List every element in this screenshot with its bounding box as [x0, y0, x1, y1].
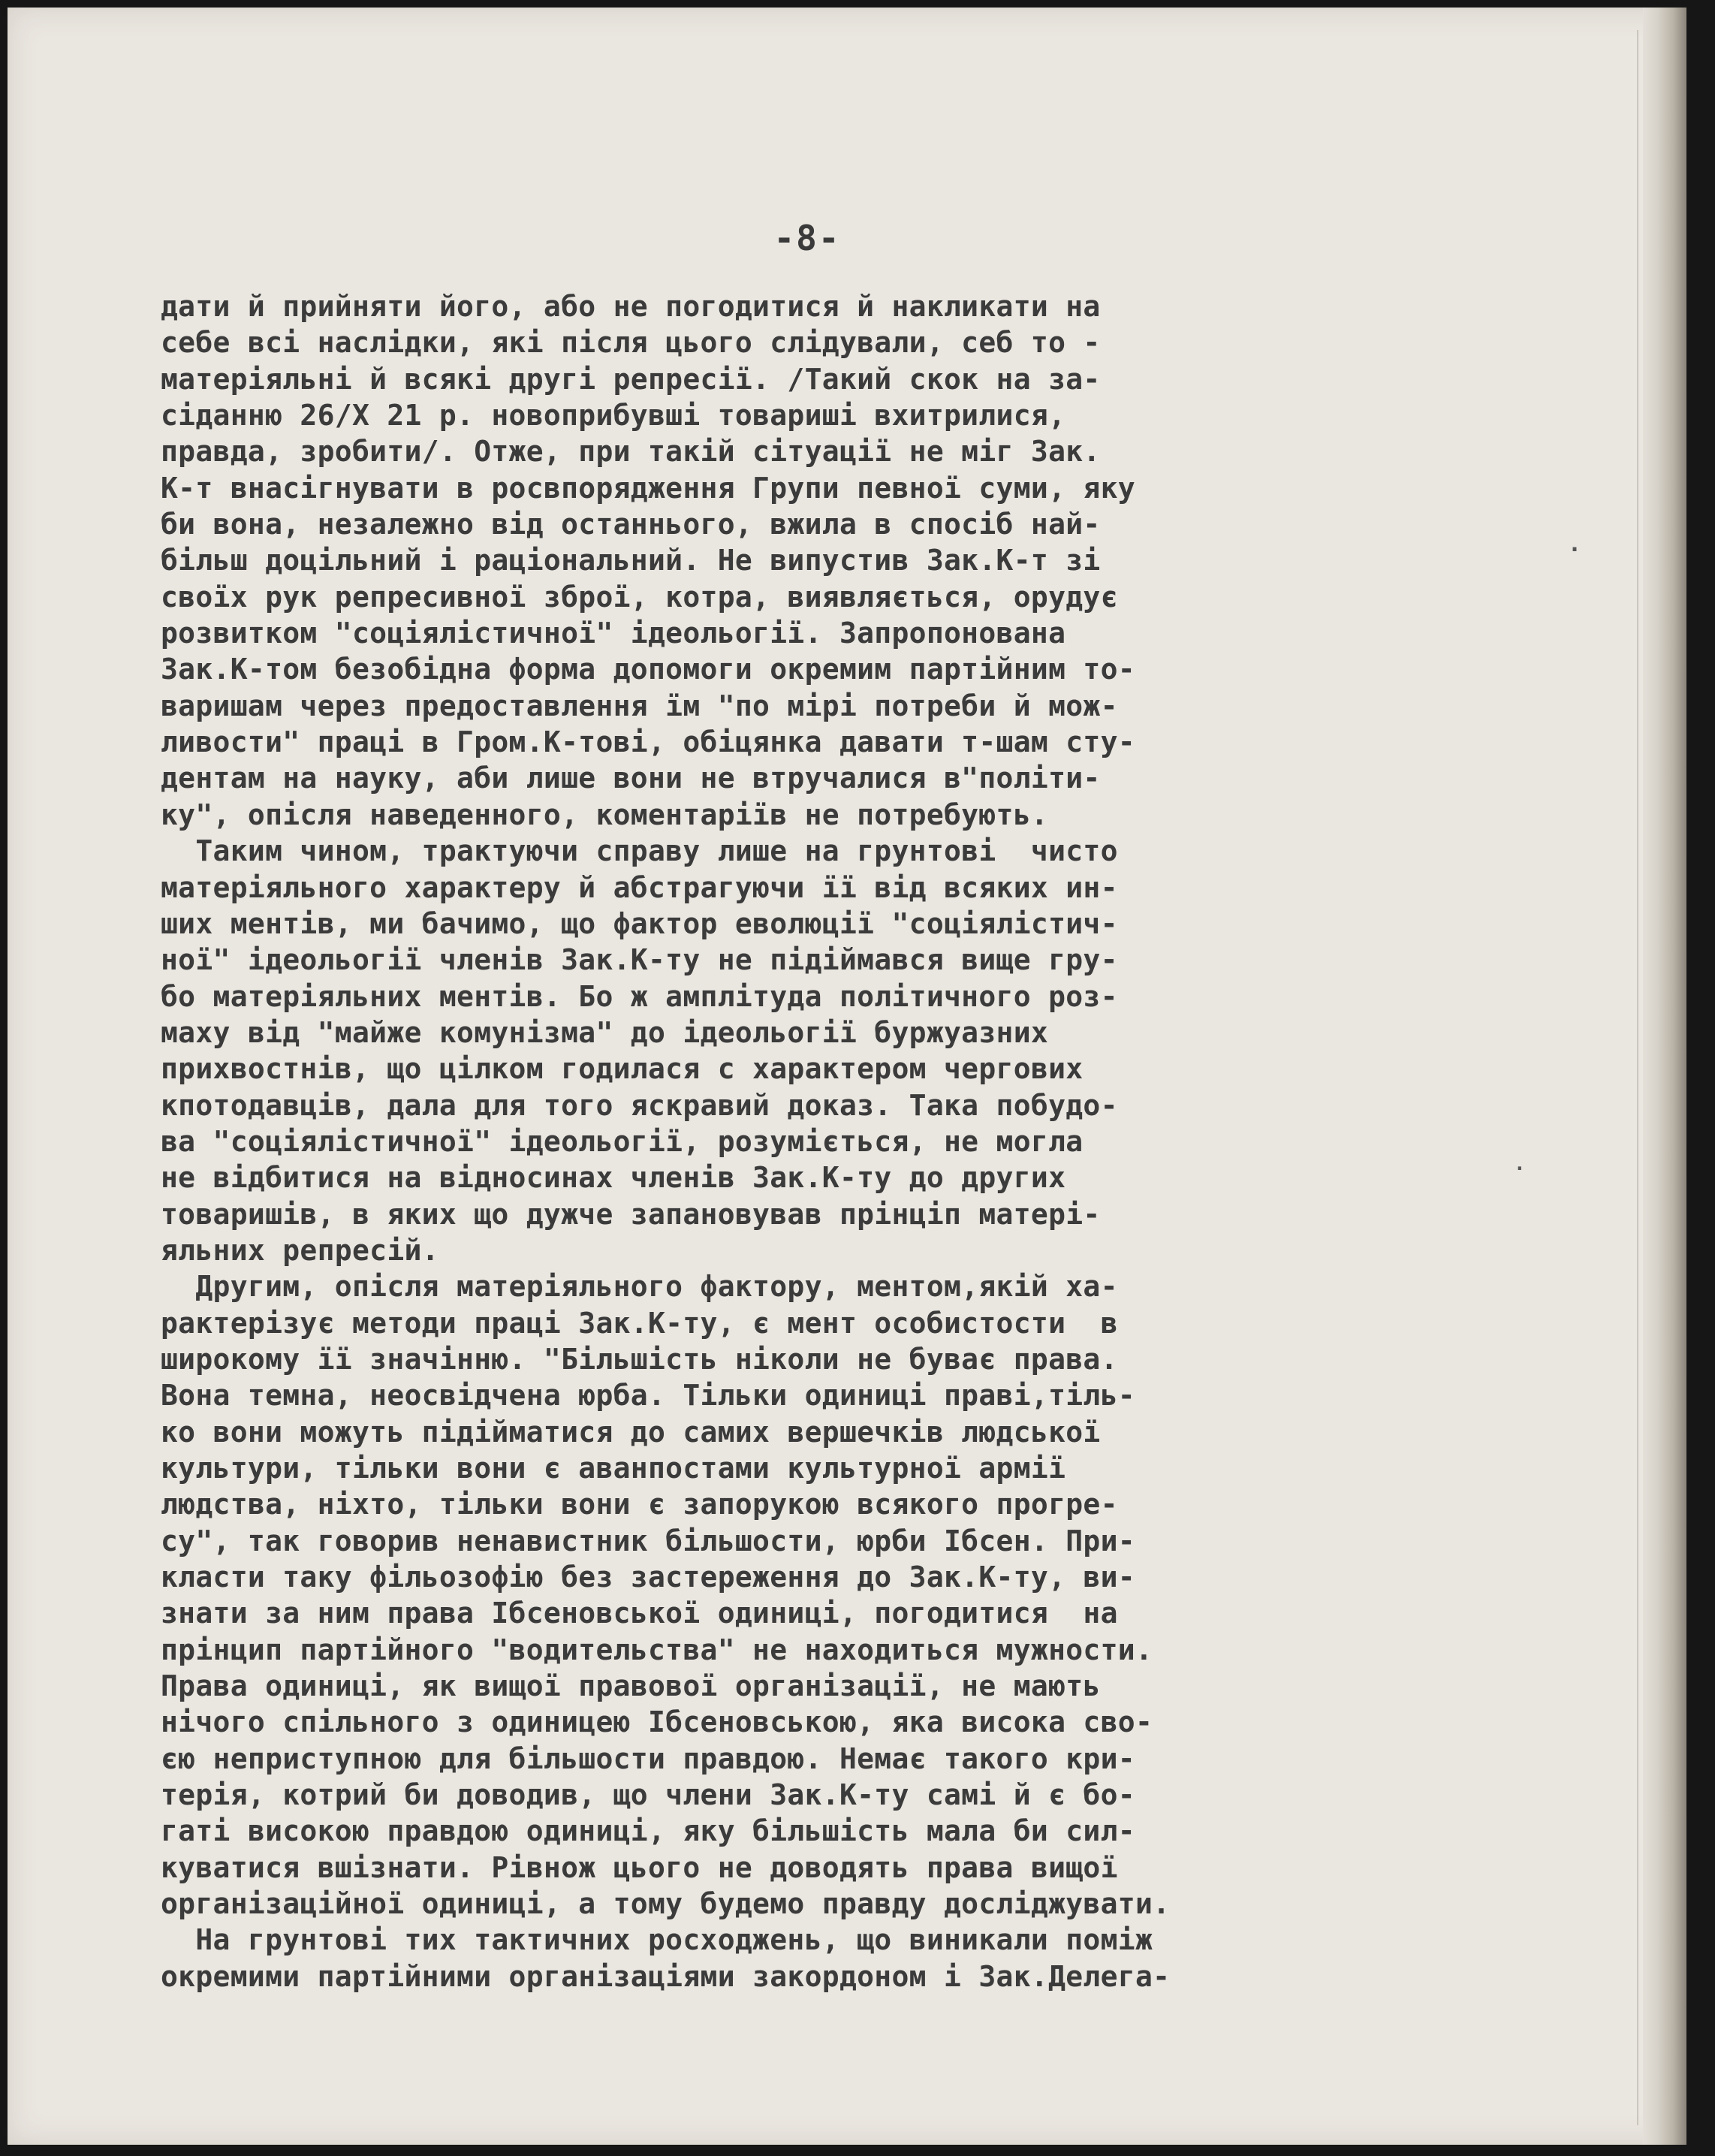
text-line: Права одиниці, як вищої правової організації, не мають: [161, 1669, 1101, 1703]
text-line: ливости" праці в Гром.К-тові, обіцянка давати т-шам сту-: [161, 725, 1135, 759]
text-line: широкому її значінню. "Більшість ніколи не буває права.: [161, 1342, 1118, 1376]
page-edge-shadow: [1643, 8, 1686, 2145]
text-line: не відбитися на відносинах членів Зак.К-ту до других: [161, 1161, 1066, 1195]
text-line: терія, котрий би доводив, що члени Зак.К-ту самі й є бо-: [161, 1778, 1135, 1812]
margin-mark: ·: [1568, 537, 1582, 563]
text-line: Зак.К-том безобідна форма допомоги окремим партійним то-: [161, 653, 1135, 686]
text-line: Другим, опісля матеріяльного фактору, ментом,якій ха-: [161, 1270, 1118, 1304]
text-line: гаті високою правдою одиниці, яку більшість мала би сил-: [161, 1814, 1135, 1848]
text-line: маху від "майже комунізма" до ідеольогії буржуазних: [161, 1015, 1049, 1049]
margin-mark: .: [1514, 1153, 1526, 1175]
text-line: знати за ним права Ібсеновської одиниці, погодитися на: [161, 1597, 1118, 1630]
text-line: класти таку фільозофію без застереження до Зак.К-ту, ви-: [161, 1560, 1135, 1594]
text-line: Вона темна, неосвідчена юрба. Тільки одиниці праві,тіль-: [161, 1379, 1135, 1413]
text-line: кпотодавців, дала для того яскравий доказ. Така побудо-: [161, 1088, 1118, 1122]
text-line: дати й прийняти його, або не погодитися й накликати на: [161, 290, 1101, 323]
text-line: сіданню 26/X 21 р. новоприбувші товариші вхитрилися,: [161, 399, 1066, 433]
text-line: ної" ідеольогії членів Зак.К-ту не підіймався вище гру-: [161, 943, 1118, 977]
page-number: -8-: [773, 218, 841, 258]
text-line: ших ментів, ми бачимо, що фактор еволюції "соціялістич-: [161, 906, 1118, 940]
text-line: прінцип партійного "водительства" не находиться мужности.: [161, 1633, 1153, 1666]
text-line: варишам через предоставлення їм "по мірі потреби й мож-: [161, 689, 1118, 722]
text-line: бо матеріяльних ментів. Бо ж амплітуда політичного роз-: [161, 979, 1118, 1013]
text-line: рактерізує методи праці Зак.К-ту, є мент особистости в: [161, 1306, 1118, 1340]
text-line: прихвостнів, що цілком годилася с характером чергових: [161, 1052, 1084, 1086]
text-line: Таким чином, трактуючи справу лише на грунтові чисто: [161, 834, 1118, 868]
text-line: су", так говорив ненавистник більшости, юрби Ібсен. При-: [161, 1524, 1135, 1557]
text-line: єю неприступною для більшости правдою. Немає такого кри-: [161, 1741, 1135, 1775]
text-line: себе всі наслідки, які після цього слідували, себ то -: [161, 326, 1101, 360]
text-line: товаришів, в яких що дужче запановував прінціп матері-: [161, 1197, 1101, 1231]
text-line: На грунтові тих тактичних росходжень, що виникали поміж: [161, 1923, 1153, 1957]
text-line: більш доцільний і раціональний. Не випустив Зак.К-т зі: [161, 544, 1101, 577]
text-line: розвитком "соціялістичної" ідеольогії. Запропонована: [161, 617, 1066, 650]
text-line: К-т внасігнувати в росвпорядження Групи певної суми, яку: [161, 471, 1135, 505]
text-line: ва "соціялістичної" ідеольогії, розуміється, не могла: [161, 1124, 1084, 1158]
text-line: куватися вшізнати. Рівнож цього не доводять права вищої: [161, 1850, 1118, 1884]
text-line: людства, ніхто, тільки вони є запорукою всякого прогре-: [161, 1488, 1118, 1521]
text-line: культури, тільки вони є аванпостами культурної армії: [161, 1452, 1066, 1485]
text-line: ку", опісля наведенного, коментаріїв не потребують.: [161, 798, 1049, 831]
text-line: дентам на науку, аби лише вони не втручалися в"політи-: [161, 761, 1101, 795]
page-fold-line: [1637, 30, 1638, 2125]
text-line: ко вони можуть підійматися до самих вершечків людської: [161, 1415, 1101, 1449]
text-line: матеріяльні й всякі другі репресії. /Такий скок на за-: [161, 362, 1101, 396]
typewritten-text-block: [161, 288, 1587, 1995]
text-line: яльних репресій.: [161, 1233, 439, 1267]
text-line: організаційної одиниці, а тому будемо правду досліджувати.: [161, 1887, 1171, 1921]
text-line: своїх рук репресивної зброї, котра, виявляється, орудує: [161, 580, 1118, 614]
text-line: окремими партійними організаціями закордоном і Зак.Делега-: [161, 1959, 1171, 1993]
text-line: матеріяльного характеру й абстрагуючи її від всяких ин-: [161, 870, 1118, 904]
text-line: нічого спільного з одиницею Ібсеновською, яка висока сво-: [161, 1705, 1153, 1739]
text-line: би вона, незалежно від останнього, вжила в спосіб най-: [161, 508, 1101, 541]
text-line: правда, зробити/. Отже, при такій сітуації не міг Зак.: [161, 435, 1101, 469]
